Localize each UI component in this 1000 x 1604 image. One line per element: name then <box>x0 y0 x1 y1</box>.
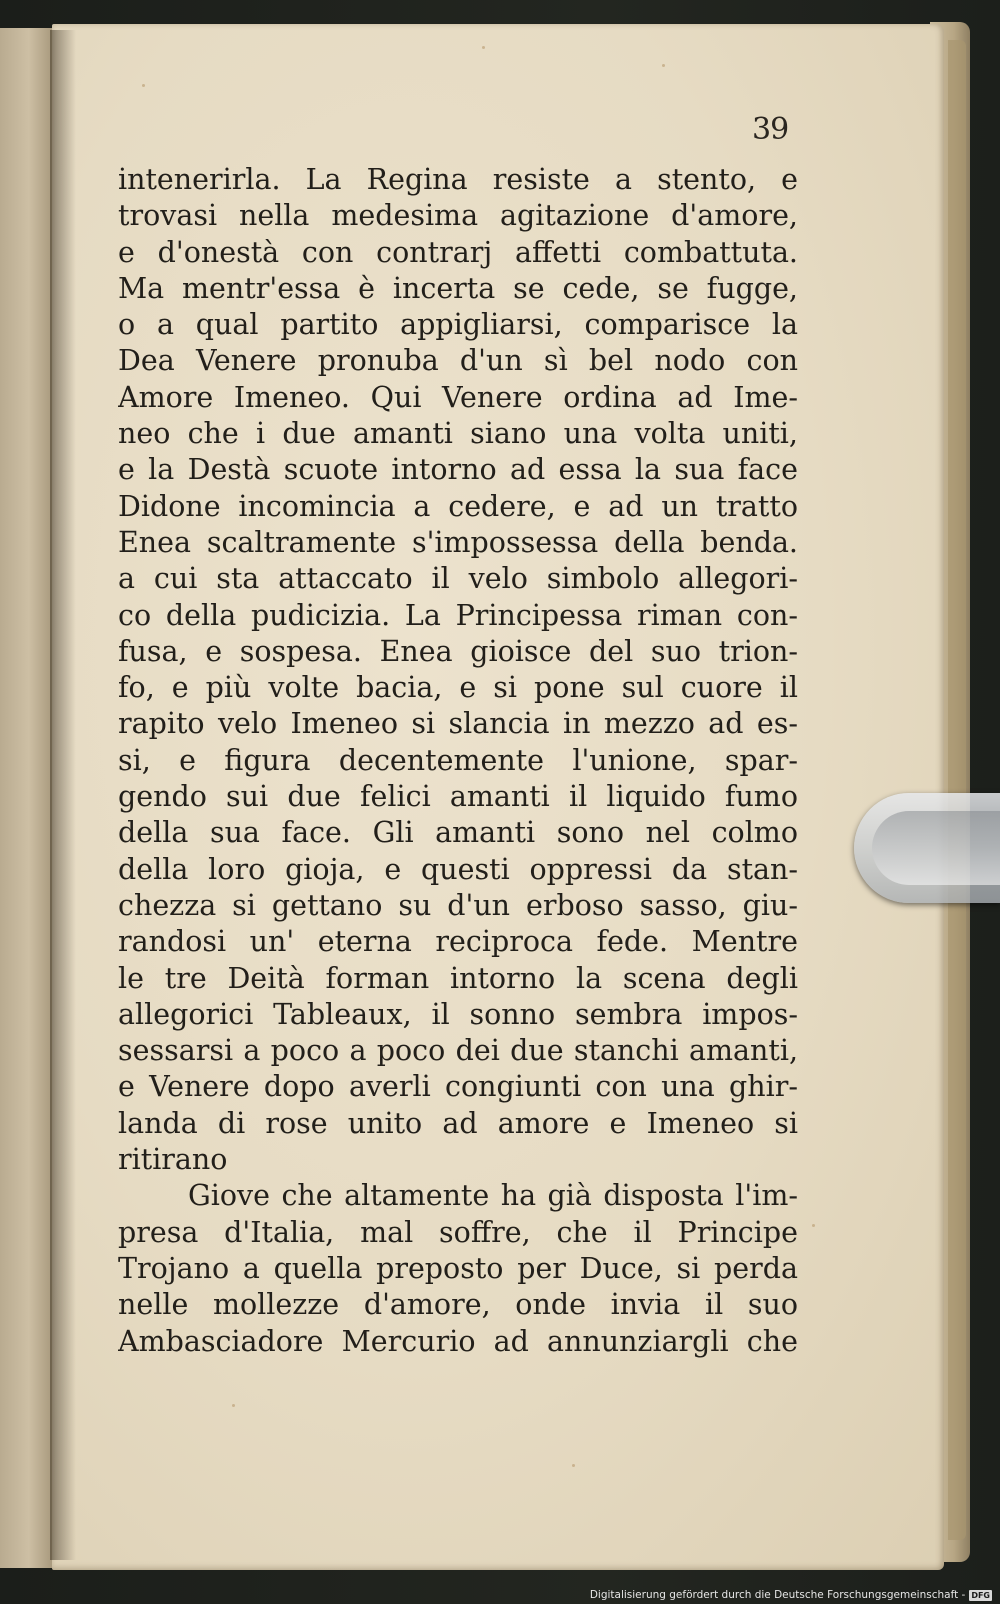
page-stack-edge-inner <box>948 40 966 1540</box>
text-line: presa d'Italia, mal soffre, che il Principe <box>118 1215 798 1249</box>
text-line: e d'onestà con contrarj affetti combattuta. <box>118 235 798 269</box>
credit-text: Digitalisierung gefördert durch die Deutsche Forschungsgemeinschaft - <box>589 1589 966 1601</box>
book-page <box>52 24 944 1570</box>
text-line: neo che i due amanti siano una volta uniti, <box>118 417 798 451</box>
text-line: della sua face. Gli amanti sono nel colmo <box>118 816 798 850</box>
text-line: co della pudicizia. La Principessa riman con- <box>118 598 798 632</box>
text-line: della loro gioja, e questi oppressi da stan- <box>118 852 798 886</box>
text-line: gendo sui due felici amanti il liquido fumo <box>118 780 798 814</box>
dfg-logo: DFG <box>971 1590 990 1600</box>
text-line: a cui sta attaccato il velo simbolo allegori- <box>118 562 798 596</box>
text-line: landa di rose unito ad amore e Imeneo si <box>118 1106 798 1140</box>
text-line: intenerirla. La Regina resiste a stento, e <box>118 163 798 196</box>
text-line: randosi un' eterna reciproca fede. Mentre <box>118 925 798 959</box>
text-line: Enea scaltramente s'impossessa della benda. <box>118 525 798 559</box>
text-line: si, e figura decentemente l'unione, spar- <box>118 743 798 777</box>
text-line: Dea Venere pronuba d'un sì bel nodo con <box>118 344 798 378</box>
body-text <box>118 162 798 1360</box>
text-line: Trojano a quella preposto per Duce, si perda <box>118 1251 798 1285</box>
text-line: Ambasciadore Mercurio ad annunziargli che <box>118 1324 798 1358</box>
text-line: nelle mollezze d'amore, onde invia il suo <box>118 1288 798 1322</box>
digitization-credit <box>590 1589 992 1601</box>
spine-shadow <box>50 30 76 1560</box>
text-line: Amore Imeneo. Qui Venere ordina ad Ime- <box>118 380 798 414</box>
text-line: ritirano <box>118 1143 228 1177</box>
text-line: rapito velo Imeneo si slancia in mezzo ad es- <box>118 707 798 741</box>
text-line: fo, e più volte bacia, e si pone sul cuore il <box>118 671 798 705</box>
text-line: Ma mentr'essa è incerta se cede, se fugge, <box>118 271 798 305</box>
text-line: e Venere dopo averli congiunti con una ghir- <box>118 1070 798 1104</box>
text-line: chezza si gettano su d'un erboso sasso, giu- <box>118 888 798 922</box>
text-line: Didone incomincia a cedere, e ad un tratto <box>118 489 798 523</box>
text-line: le tre Deità forman intorno la scena degli <box>118 961 798 995</box>
text-line: sessarsi a poco a poco dei due stanchi amanti, <box>118 1034 798 1068</box>
text-line: allegorici Tableaux, il sonno sembra impos- <box>118 997 798 1031</box>
page-clip <box>854 793 1000 903</box>
page-number: 39 <box>752 112 789 147</box>
text-line-paragraph-start: Giove che altamente ha già disposta l'im- <box>188 1179 798 1213</box>
facing-page-edge <box>0 28 54 1568</box>
text-line: e la Destà scuote intorno ad essa la sua face <box>118 453 798 487</box>
page-clip-inner <box>872 811 1000 885</box>
text-line: fusa, e sospesa. Enea gioisce del suo trion- <box>118 634 798 668</box>
text-line: trovasi nella medesima agitazione d'amore, <box>118 199 798 233</box>
text-line: o a qual partito appigliarsi, comparisce la <box>118 308 798 342</box>
